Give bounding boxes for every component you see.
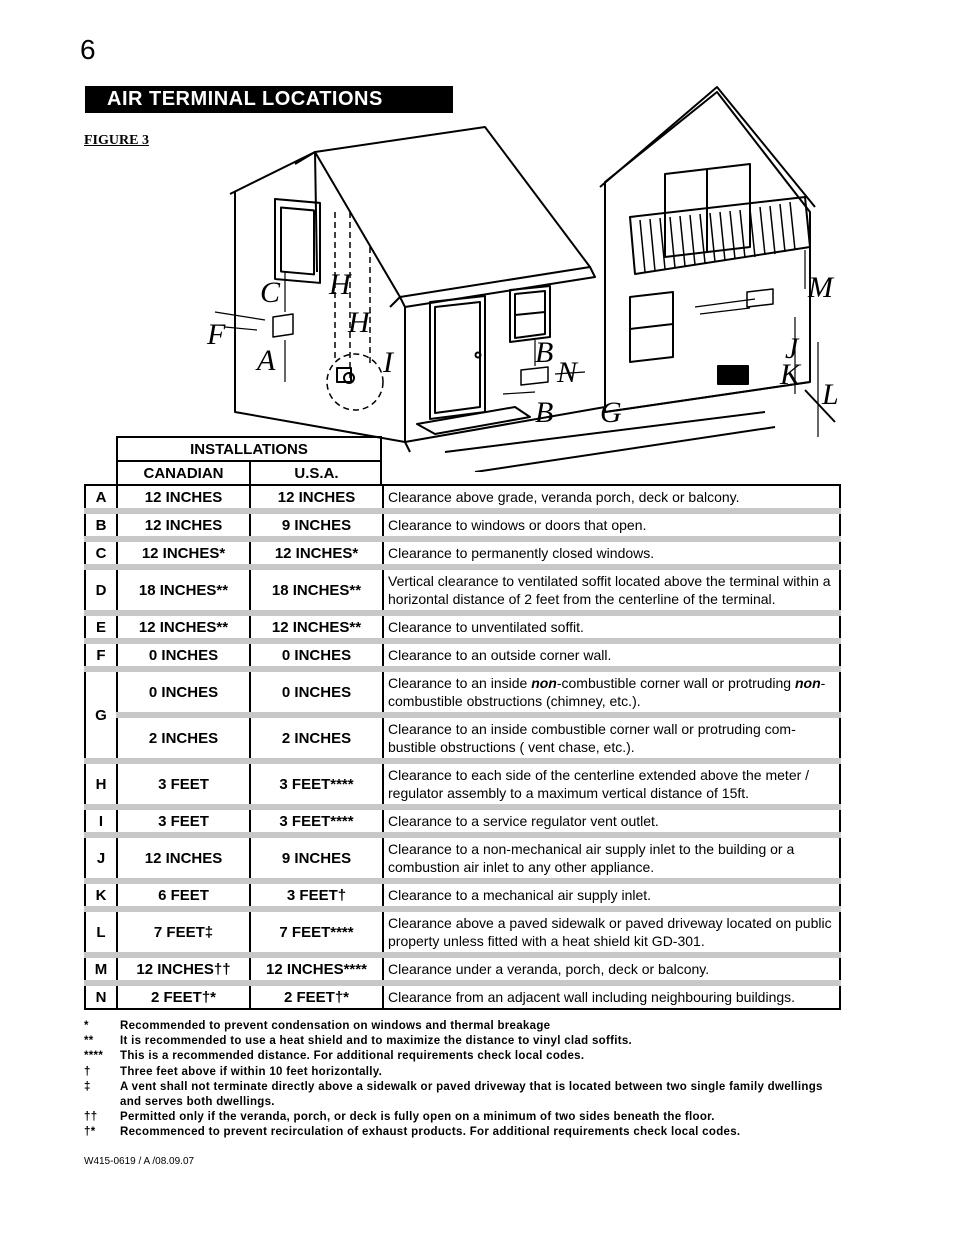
usa-value: 12 INCHES xyxy=(250,485,383,511)
footnote xyxy=(84,1049,844,1064)
label-J: J xyxy=(785,332,799,365)
label-H-2: H xyxy=(348,306,370,339)
row-letter: A xyxy=(85,485,117,511)
usa-value: 9 INCHES xyxy=(250,511,383,539)
row-description xyxy=(383,669,840,715)
desc-part: Clearance to an inside xyxy=(388,675,532,691)
desc-part: -combustible obstructions (chimney, etc.). xyxy=(388,675,826,709)
table-row xyxy=(85,807,840,835)
footnote-symbol: * xyxy=(84,1020,89,1032)
usa-value: 12 INCHES* xyxy=(250,539,383,567)
canadian-value: 12 INCHES xyxy=(117,485,250,511)
footnote xyxy=(84,1019,844,1034)
row-letter: D xyxy=(85,567,117,613)
canadian-value: 7 FEET‡ xyxy=(117,909,250,955)
canadian-value: 12 INCHES* xyxy=(117,539,250,567)
footnote xyxy=(84,1065,844,1080)
usa-value: 12 INCHES**** xyxy=(250,955,383,983)
footnote-symbol: †* xyxy=(84,1126,96,1139)
footnote-text: This is a recommended distance. For additional requirements check local codes. xyxy=(120,1050,585,1063)
label-A: A xyxy=(257,344,276,377)
row-description: Clearance to an inside combustible corner wall or protruding com-bustible obstructions ( vent chase, etc.). xyxy=(383,715,840,761)
canadian-value: 6 FEET xyxy=(117,881,250,909)
table-row xyxy=(85,485,840,511)
label-B-2: B xyxy=(535,396,554,429)
label-I: I xyxy=(383,346,393,379)
row-letter: C xyxy=(85,539,117,567)
footnote xyxy=(84,1080,844,1110)
house-diagram xyxy=(195,82,845,472)
footnote-text: Recommenced to prevent recirculation of exhaust products. For additional requirements check local codes. xyxy=(120,1126,741,1139)
table-row xyxy=(85,669,840,715)
usa-value: 7 FEET**** xyxy=(250,909,383,955)
row-letter: K xyxy=(85,881,117,909)
row-description: Clearance under a veranda, porch, deck or balcony. xyxy=(383,955,840,983)
footnotes xyxy=(84,1019,844,1141)
row-letter: H xyxy=(85,761,117,807)
canadian-value: 18 INCHES** xyxy=(117,567,250,613)
table-row xyxy=(85,909,840,955)
table-row xyxy=(85,955,840,983)
figure-label: FIGURE 3 xyxy=(84,133,149,148)
row-description: Vertical clearance to ventilated soffit located above the terminal within a horizontal distance of 2 feet from the centerline of the terminal. xyxy=(383,567,840,613)
canadian-column-header: CANADIAN xyxy=(118,462,251,484)
canadian-value: 12 INCHES xyxy=(117,835,250,881)
usa-value: 0 INCHES xyxy=(250,641,383,669)
footnote-symbol: ** xyxy=(84,1035,94,1048)
usa-value: 12 INCHES** xyxy=(250,613,383,641)
table-row xyxy=(85,881,840,909)
usa-value: 18 INCHES** xyxy=(250,567,383,613)
row-description: Clearance to an outside corner wall. xyxy=(383,641,840,669)
canadian-value: 12 INCHES xyxy=(117,511,250,539)
row-letter: F xyxy=(85,641,117,669)
label-M: M xyxy=(808,271,833,304)
canadian-value: 3 FEET xyxy=(117,807,250,835)
canadian-value: 2 FEET†* xyxy=(117,983,250,1009)
row-description: Clearance to a mechanical air supply inlet. xyxy=(383,881,840,909)
footnote xyxy=(84,1110,844,1125)
usa-value: 0 INCHES xyxy=(250,669,383,715)
row-letter: G xyxy=(85,669,117,761)
footnote-symbol: † xyxy=(84,1065,91,1078)
row-letter: I xyxy=(85,807,117,835)
usa-value: 3 FEET† xyxy=(250,881,383,909)
row-letter: J xyxy=(85,835,117,881)
row-letter: E xyxy=(85,613,117,641)
canadian-value: 12 INCHES†† xyxy=(117,955,250,983)
footnote xyxy=(84,1034,844,1049)
table-row xyxy=(85,511,840,539)
clearance-table xyxy=(84,484,841,1010)
usa-value: 2 FEET†* xyxy=(250,983,383,1009)
table-row xyxy=(85,613,840,641)
usa-value: 3 FEET**** xyxy=(250,807,383,835)
footnote-symbol: ‡ xyxy=(84,1080,91,1093)
table-row xyxy=(85,567,840,613)
canadian-value: 0 INCHES xyxy=(117,641,250,669)
desc-emphasis: non xyxy=(531,675,557,691)
footnote-symbol: **** xyxy=(84,1050,104,1063)
footnote-text: It is recommended to use a heat shield and to maximize the distance to vinyl clad soffits. xyxy=(120,1035,633,1048)
table-row xyxy=(85,761,840,807)
canadian-value: 0 INCHES xyxy=(117,669,250,715)
usa-value: 3 FEET**** xyxy=(250,761,383,807)
table-row xyxy=(85,835,840,881)
installations-header xyxy=(116,436,382,484)
footnote-text: Permitted only if the veranda, porch, or deck is fully open on a minimum of two sides beneath the floor. xyxy=(120,1111,715,1124)
row-letter: B xyxy=(85,511,117,539)
installations-title: INSTALLATIONS xyxy=(118,438,380,462)
row-description: Clearance above a paved sidewalk or paved driveway located on public property unless fitted with a heat shield kit GD-301. xyxy=(383,909,840,955)
label-K: K xyxy=(780,358,801,391)
footnote-text: Three feet above if within 10 feet horizontally. xyxy=(120,1065,383,1078)
desc-emphasis: non xyxy=(794,675,821,691)
row-description: Clearance from an adjacent wall including neighbouring buildings. xyxy=(383,983,840,1009)
label-F: F xyxy=(207,318,226,351)
row-letter: M xyxy=(85,955,117,983)
row-description: Clearance above grade, veranda porch, deck or balcony. xyxy=(383,485,840,511)
row-description: Clearance to windows or doors that open. xyxy=(383,511,840,539)
row-description: Clearance to a service regulator vent outlet. xyxy=(383,807,840,835)
row-letter: N xyxy=(85,983,117,1009)
canadian-value: 2 INCHES xyxy=(117,715,250,761)
label-B-1: B xyxy=(535,336,554,369)
canadian-value: 3 FEET xyxy=(117,761,250,807)
table-row xyxy=(85,539,840,567)
canadian-value: 12 INCHES** xyxy=(117,613,250,641)
footnote-text: Recommended to prevent condensation on windows and thermal breakage xyxy=(120,1020,551,1032)
footnote-text: A vent shall not terminate directly above a sidewalk or paved driveway that is located between two single family dwellings and serves both dwellings. xyxy=(120,1080,823,1109)
footnote xyxy=(84,1125,844,1140)
table-row xyxy=(85,983,840,1009)
row-description: Clearance to permanently closed windows. xyxy=(383,539,840,567)
page-number: 6 xyxy=(80,34,96,65)
usa-value: 2 INCHES xyxy=(250,715,383,761)
table-row xyxy=(85,715,840,761)
label-H-1: H xyxy=(329,268,351,301)
usa-column-header: U.S.A. xyxy=(294,465,339,482)
row-letter: L xyxy=(85,909,117,955)
label-L: L xyxy=(822,378,839,411)
document-code: W415-0619 / A /08.09.07 xyxy=(84,1156,195,1167)
usa-value: 9 INCHES xyxy=(250,835,383,881)
desc-part: -combustible corner wall or protruding xyxy=(556,675,795,691)
section-title: AIR TERMINAL LOCATIONS xyxy=(85,86,453,113)
label-G: G xyxy=(600,396,622,429)
row-description: Clearance to a non-mechanical air supply inlet to the building or a combustion air inlet to any other appliance. xyxy=(383,835,840,881)
table-row xyxy=(85,641,840,669)
footnote-symbol: †† xyxy=(84,1111,98,1124)
row-description: Clearance to each side of the centerline extended above the meter / regulator assembly to a maximum vertical distance of 15ft. xyxy=(383,761,840,807)
row-description: Clearance to unventilated soffit. xyxy=(383,613,840,641)
label-C: C xyxy=(260,276,281,309)
label-N: N xyxy=(557,356,578,389)
